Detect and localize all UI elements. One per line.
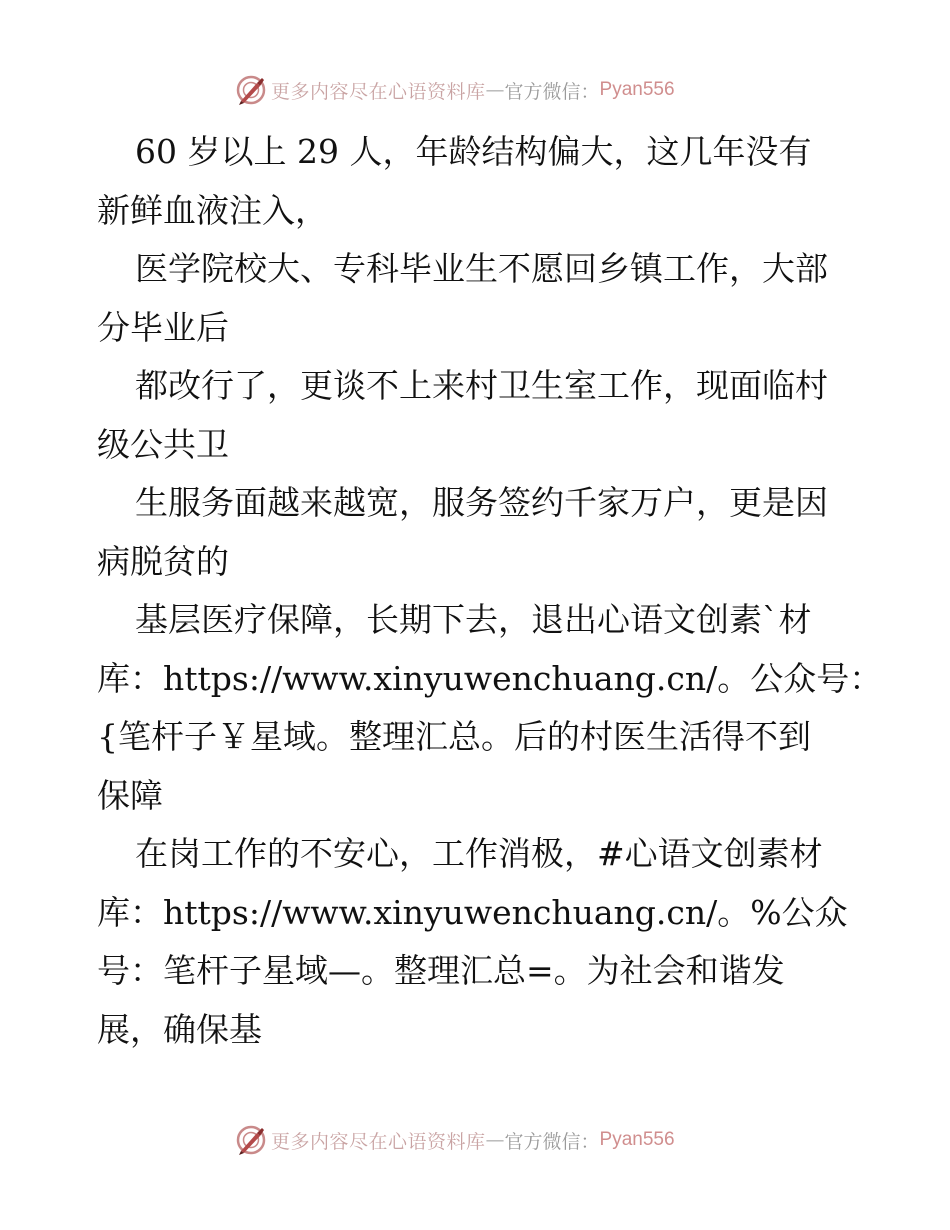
document-body: [97, 123, 883, 1059]
text-line: 基层医疗保障，长期下去，退出心语文创素`材: [135, 600, 812, 639]
text-line: 保障: [97, 775, 163, 815]
watermark-site-text: 更多内容尽在心语资料库: [271, 80, 486, 103]
footer-watermark: [235, 1123, 675, 1157]
watermark-dash: —: [485, 1129, 505, 1151]
text-line: 60 岁以上 29 人，年龄结构偏大，这几年没有: [135, 132, 812, 171]
watermark-wechat-id: Pyan556: [599, 1129, 675, 1150]
text-line: {笔杆子￥星域。整理汇总。后的村医生活得不到: [97, 717, 811, 756]
text-line: 分毕业后: [97, 307, 229, 347]
text-line: 展，确保基: [97, 1009, 262, 1049]
text-line: 医学院校大、专科毕业生不愿回乡镇工作，大部: [135, 249, 828, 288]
watermark-official-label: 官方微信：: [504, 1130, 600, 1153]
text-line: 在岗工作的不安心，工作消极，#心语文创素材: [135, 834, 823, 873]
text-line: 库：https://www.xinyuwenchuang.cn/。%公众: [97, 892, 848, 932]
watermark-site-text: 更多内容尽在心语资料库: [271, 1130, 486, 1153]
text-line: 病脱贫的: [97, 541, 229, 581]
text-line: 新鲜血液注入，: [97, 190, 328, 230]
watermark-official-label: 官方微信：: [504, 80, 600, 103]
text-line: 号：笔杆子星域—。整理汇总=。为社会和谐发: [97, 951, 785, 990]
text-line: 库：https://www.xinyuwenchuang.cn/。公众号：: [97, 658, 883, 698]
watermark-wechat-id: Pyan556: [599, 79, 675, 100]
text-line: 级公共卫: [97, 424, 229, 464]
header-watermark: [235, 73, 675, 107]
text-line: 都改行了，更谈不上来村卫生室工作，现面临村: [135, 366, 828, 405]
pen-logo-icon: [235, 1124, 267, 1156]
pen-logo-icon: [235, 74, 267, 106]
watermark-dash: —: [485, 79, 505, 101]
text-line: 生服务面越来越宽，服务签约千家万户，更是因: [135, 483, 828, 522]
